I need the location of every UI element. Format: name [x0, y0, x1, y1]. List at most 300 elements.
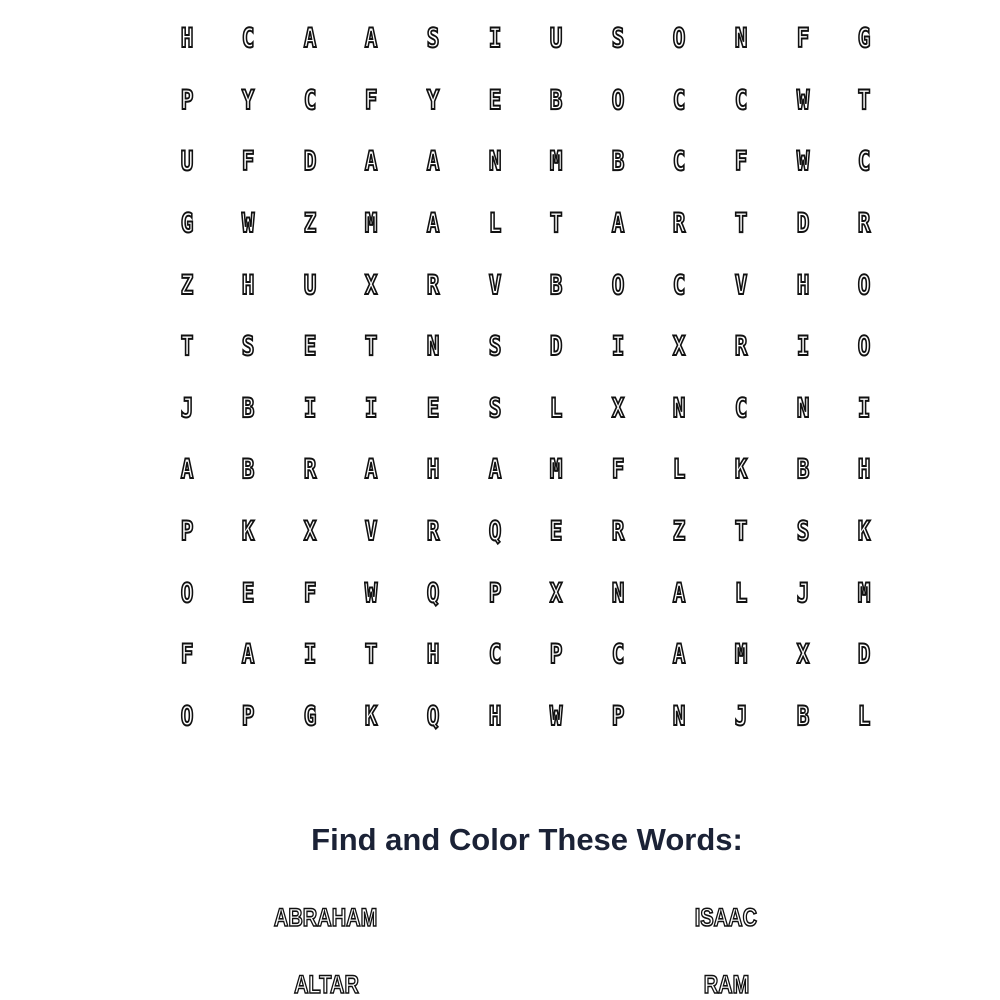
grid-cell[interactable] [649, 439, 711, 501]
grid-letter: B [796, 454, 810, 486]
grid-cell[interactable] [710, 378, 772, 440]
grid-letter: C [488, 639, 502, 671]
grid-cell[interactable] [587, 254, 649, 316]
grid-cell[interactable] [402, 501, 464, 563]
grid-cell[interactable] [710, 193, 772, 255]
grid-letter: T [365, 331, 378, 363]
grid-row [156, 8, 896, 70]
grid-cell[interactable] [464, 562, 526, 624]
grid-letter: X [365, 269, 378, 301]
grid-letter: N [426, 331, 440, 363]
grid-letter: T [734, 208, 748, 240]
grid-letter: T [857, 84, 871, 116]
grid-cell[interactable] [649, 316, 711, 378]
grid-cell[interactable] [649, 378, 711, 440]
grid-letter: C [242, 23, 255, 55]
grid-letter: M [857, 577, 871, 609]
grid-letter: W [796, 84, 810, 116]
grid-row [156, 193, 896, 255]
grid-letter: J [180, 392, 194, 424]
grid-letter: W [796, 146, 810, 178]
grid-letter: C [673, 146, 686, 178]
grid-cell[interactable] [402, 8, 464, 70]
grid-letter: I [365, 392, 378, 424]
grid-cell[interactable] [834, 254, 896, 316]
grid-letter: E [426, 392, 440, 424]
grid-letter: S [426, 23, 440, 55]
grid-letter: V [734, 269, 748, 301]
grid-letter: W [242, 208, 255, 240]
grid-cell[interactable] [464, 378, 526, 440]
grid-letter: T [734, 516, 748, 548]
grid-cell[interactable] [834, 686, 896, 748]
grid-letter: T [550, 208, 563, 240]
grid-letter: A [426, 208, 440, 240]
grid-cell[interactable] [710, 562, 772, 624]
grid-letter: E [488, 84, 502, 116]
grid-cell[interactable] [279, 70, 341, 132]
grid-cell[interactable] [156, 316, 218, 378]
grid-letter: F [242, 146, 255, 178]
grid-cell[interactable] [341, 562, 403, 624]
grid-letter: U [180, 146, 194, 178]
grid-cell[interactable] [464, 131, 526, 193]
grid-cell[interactable] [218, 624, 280, 686]
grid-letter: H [857, 454, 871, 486]
grid-cell[interactable] [402, 254, 464, 316]
grid-cell[interactable] [464, 254, 526, 316]
grid-letter: Z [673, 516, 686, 548]
grid-letter: O [180, 577, 194, 609]
grid-letter: X [673, 331, 686, 363]
grid-cell[interactable] [156, 8, 218, 70]
grid-letter: X [303, 516, 317, 548]
grid-cell[interactable] [587, 439, 649, 501]
grid-letter: O [611, 269, 625, 301]
grid-cell[interactable] [587, 70, 649, 132]
grid-letter: F [796, 23, 810, 55]
grid-row [156, 131, 896, 193]
grid-letter: H [796, 269, 810, 301]
grid-letter: I [611, 331, 625, 363]
grid-letter: G [857, 23, 871, 55]
grid-cell[interactable] [587, 193, 649, 255]
grid-cell[interactable] [834, 439, 896, 501]
grid-cell[interactable] [772, 193, 834, 255]
grid-letter: E [303, 331, 317, 363]
grid-cell[interactable] [279, 193, 341, 255]
grid-letter: P [180, 84, 194, 116]
grid-letter: A [488, 454, 502, 486]
grid-letter: F [180, 639, 194, 671]
grid-cell[interactable] [156, 70, 218, 132]
grid-cell[interactable] [218, 70, 280, 132]
grid-letter: O [673, 23, 686, 55]
grid-letter: R [611, 516, 625, 548]
grid-letter: Z [303, 208, 317, 240]
grid-cell[interactable] [772, 70, 834, 132]
grid-letter: S [488, 392, 502, 424]
grid-cell[interactable] [710, 8, 772, 70]
grid-cell[interactable] [341, 70, 403, 132]
grid-cell[interactable] [834, 70, 896, 132]
grid-letter: F [734, 146, 748, 178]
grid-letter: F [303, 577, 317, 609]
grid-cell[interactable] [526, 131, 588, 193]
grid-letter: X [611, 392, 625, 424]
grid-letter: M [550, 454, 563, 486]
grid-row [156, 254, 896, 316]
grid-cell[interactable] [772, 562, 834, 624]
grid-letter: R [303, 454, 317, 486]
grid-cell[interactable] [710, 686, 772, 748]
grid-cell[interactable] [341, 316, 403, 378]
grid-letter: C [673, 84, 686, 116]
grid-letter: D [857, 639, 871, 671]
grid-cell[interactable] [279, 624, 341, 686]
grid-letter: I [488, 23, 502, 55]
grid-cell[interactable] [526, 439, 588, 501]
grid-cell[interactable] [649, 70, 711, 132]
grid-cell[interactable] [526, 193, 588, 255]
grid-letter: Z [180, 269, 194, 301]
grid-cell[interactable] [772, 254, 834, 316]
grid-letter: L [550, 392, 563, 424]
grid-cell[interactable] [587, 316, 649, 378]
grid-letter: D [303, 146, 317, 178]
grid-cell[interactable] [464, 193, 526, 255]
grid-cell[interactable] [710, 501, 772, 563]
grid-cell[interactable] [772, 624, 834, 686]
grid-cell[interactable] [218, 562, 280, 624]
grid-letter: A [365, 146, 378, 178]
grid-letter: C [611, 639, 625, 671]
grid-letter: B [242, 392, 255, 424]
grid-letter: T [180, 331, 194, 363]
grid-cell[interactable] [464, 501, 526, 563]
grid-letter: X [550, 577, 563, 609]
word-ram: RAM [703, 971, 749, 999]
grid-cell[interactable] [834, 378, 896, 440]
grid-cell[interactable] [772, 316, 834, 378]
grid-cell[interactable] [710, 131, 772, 193]
grid-cell[interactable] [587, 686, 649, 748]
grid-letter: V [365, 516, 378, 548]
grid-letter: E [550, 516, 563, 548]
grid-letter: I [857, 392, 871, 424]
grid-cell[interactable] [341, 254, 403, 316]
grid-cell[interactable] [834, 501, 896, 563]
word-abraham: ABRAHAM [274, 904, 378, 932]
grid-cell[interactable] [279, 501, 341, 563]
grid-letter: Y [426, 84, 440, 116]
grid-letter: A [673, 639, 686, 671]
grid-cell[interactable] [587, 8, 649, 70]
grid-cell[interactable] [402, 378, 464, 440]
grid-cell[interactable] [341, 439, 403, 501]
grid-cell[interactable] [710, 254, 772, 316]
grid-letter: F [365, 84, 378, 116]
grid-cell[interactable] [526, 8, 588, 70]
grid-letter: I [303, 639, 317, 671]
grid-cell[interactable] [526, 316, 588, 378]
grid-cell[interactable] [218, 686, 280, 748]
grid-letter: A [242, 639, 255, 671]
grid-letter: U [550, 23, 563, 55]
grid-letter: B [242, 454, 255, 486]
grid-cell[interactable] [526, 501, 588, 563]
grid-letter: N [673, 392, 686, 424]
grid-cell[interactable] [156, 624, 218, 686]
grid-cell[interactable] [218, 439, 280, 501]
grid-cell[interactable] [156, 439, 218, 501]
grid-letter: N [611, 577, 625, 609]
grid-cell[interactable] [279, 8, 341, 70]
grid-letter: C [734, 84, 748, 116]
grid-cell[interactable] [341, 378, 403, 440]
grid-cell[interactable] [710, 624, 772, 686]
grid-letter: R [857, 208, 871, 240]
grid-cell[interactable] [218, 254, 280, 316]
grid-cell[interactable] [464, 686, 526, 748]
grid-letter: J [734, 700, 748, 732]
grid-letter: A [365, 454, 378, 486]
grid-letter: H [242, 269, 255, 301]
grid-letter: V [488, 269, 502, 301]
grid-cell[interactable] [341, 624, 403, 686]
grid-letter: L [488, 208, 502, 240]
grid-letter: Q [488, 516, 502, 548]
grid-cell[interactable] [710, 439, 772, 501]
grid-cell[interactable] [279, 439, 341, 501]
grid-letter: O [180, 700, 194, 732]
grid-letter: D [550, 331, 563, 363]
grid-cell[interactable] [402, 562, 464, 624]
grid-letter: M [734, 639, 748, 671]
grid-letter: H [426, 454, 440, 486]
grid-row [156, 562, 896, 624]
grid-cell[interactable] [464, 624, 526, 686]
grid-letter: U [303, 269, 317, 301]
grid-cell[interactable] [279, 131, 341, 193]
grid-cell[interactable] [402, 316, 464, 378]
grid-letter: C [673, 269, 686, 301]
grid-cell[interactable] [464, 8, 526, 70]
grid-letter: I [303, 392, 317, 424]
grid-cell[interactable] [526, 624, 588, 686]
grid-letter: M [365, 208, 378, 240]
grid-letter: R [426, 269, 440, 301]
grid-cell[interactable] [464, 316, 526, 378]
grid-cell[interactable] [218, 316, 280, 378]
grid-letter: B [550, 269, 563, 301]
grid-letter: W [365, 577, 378, 609]
grid-cell[interactable] [402, 686, 464, 748]
grid-letter: G [180, 208, 194, 240]
grid-letter: W [550, 700, 563, 732]
grid-cell[interactable] [218, 193, 280, 255]
grid-cell[interactable] [834, 624, 896, 686]
grid-cell[interactable] [156, 193, 218, 255]
grid-letter: N [734, 23, 748, 55]
grid-letter: M [550, 146, 563, 178]
grid-cell[interactable] [341, 501, 403, 563]
grid-cell[interactable] [649, 501, 711, 563]
grid-cell[interactable] [341, 8, 403, 70]
grid-cell[interactable] [834, 193, 896, 255]
grid-letter: C [734, 392, 748, 424]
grid-letter: O [857, 331, 871, 363]
grid-cell[interactable] [156, 686, 218, 748]
grid-cell[interactable] [218, 501, 280, 563]
grid-cell[interactable] [649, 254, 711, 316]
grid-letter: A [365, 23, 378, 55]
grid-cell[interactable] [402, 439, 464, 501]
grid-letter: H [426, 639, 440, 671]
grid-row [156, 624, 896, 686]
grid-letter: S [796, 516, 810, 548]
grid-letter: B [550, 84, 563, 116]
grid-cell[interactable] [526, 562, 588, 624]
grid-cell[interactable] [341, 686, 403, 748]
word-isaac: ISAAC [694, 904, 758, 932]
word-bank-title: Find and Color These Words: [311, 822, 743, 857]
grid-cell[interactable] [772, 378, 834, 440]
grid-cell[interactable] [279, 254, 341, 316]
grid-row [156, 316, 896, 378]
grid-letter: K [857, 516, 871, 548]
grid-letter: A [180, 454, 194, 486]
grid-cell[interactable] [772, 439, 834, 501]
grid-cell[interactable] [772, 131, 834, 193]
grid-cell[interactable] [834, 316, 896, 378]
grid-cell[interactable] [279, 378, 341, 440]
grid-cell[interactable] [710, 316, 772, 378]
grid-letter: A [611, 208, 625, 240]
grid-letter: T [365, 639, 378, 671]
grid-cell[interactable] [649, 8, 711, 70]
grid-letter: P [488, 577, 502, 609]
grid-cell[interactable] [834, 131, 896, 193]
grid-cell[interactable] [156, 501, 218, 563]
grid-cell[interactable] [526, 686, 588, 748]
grid-letter: Q [426, 700, 440, 732]
grid-cell[interactable] [218, 8, 280, 70]
grid-cell[interactable] [402, 624, 464, 686]
grid-cell[interactable] [834, 562, 896, 624]
grid-cell[interactable] [341, 131, 403, 193]
grid-cell[interactable] [156, 562, 218, 624]
grid-cell[interactable] [587, 131, 649, 193]
grid-row [156, 70, 896, 132]
grid-letter: B [611, 146, 625, 178]
grid-letter: G [303, 700, 317, 732]
grid-cell[interactable] [341, 193, 403, 255]
grid-cell[interactable] [649, 131, 711, 193]
grid-letter: Q [426, 577, 440, 609]
grid-cell[interactable] [649, 686, 711, 748]
grid-cell[interactable] [464, 70, 526, 132]
grid-cell[interactable] [279, 562, 341, 624]
grid-letter: K [734, 454, 748, 486]
grid-letter: F [611, 454, 625, 486]
grid-letter: S [611, 23, 625, 55]
grid-cell[interactable] [218, 378, 280, 440]
grid-letter: C [303, 84, 317, 116]
grid-cell[interactable] [526, 70, 588, 132]
grid-letter: A [426, 146, 440, 178]
grid-cell[interactable] [587, 562, 649, 624]
grid-cell[interactable] [402, 193, 464, 255]
grid-letter: X [796, 639, 810, 671]
grid-letter: O [857, 269, 871, 301]
grid-cell[interactable] [834, 8, 896, 70]
grid-cell[interactable] [279, 316, 341, 378]
grid-cell[interactable] [218, 131, 280, 193]
grid-letter: C [857, 146, 871, 178]
grid-cell[interactable] [710, 70, 772, 132]
grid-letter: L [734, 577, 748, 609]
grid-cell[interactable] [649, 624, 711, 686]
grid-cell[interactable] [526, 378, 588, 440]
grid-cell[interactable] [156, 254, 218, 316]
grid-letter: J [796, 577, 810, 609]
grid-row [156, 501, 896, 563]
grid-cell[interactable] [464, 439, 526, 501]
grid-letter: K [365, 700, 378, 732]
grid-letter: S [488, 331, 502, 363]
grid-cell[interactable] [587, 501, 649, 563]
grid-letter: I [796, 331, 810, 363]
grid-letter: A [303, 23, 317, 55]
grid-letter: P [180, 516, 194, 548]
grid-cell[interactable] [526, 254, 588, 316]
grid-letter: P [242, 700, 255, 732]
grid-letter: E [242, 577, 255, 609]
grid-cell[interactable] [279, 686, 341, 748]
grid-cell[interactable] [649, 562, 711, 624]
grid-cell[interactable] [156, 131, 218, 193]
grid-cell[interactable] [772, 8, 834, 70]
word-search-grid [156, 8, 896, 748]
grid-letter: A [673, 577, 686, 609]
grid-cell[interactable] [587, 378, 649, 440]
grid-letter: N [488, 146, 502, 178]
grid-cell[interactable] [156, 378, 218, 440]
grid-letter: L [673, 454, 686, 486]
grid-letter: N [796, 392, 810, 424]
grid-letter: P [550, 639, 563, 671]
grid-cell[interactable] [649, 193, 711, 255]
grid-cell[interactable] [402, 131, 464, 193]
grid-cell[interactable] [587, 624, 649, 686]
grid-letter: R [673, 208, 686, 240]
grid-letter: B [796, 700, 810, 732]
grid-row [156, 686, 896, 748]
grid-letter: N [673, 700, 686, 732]
grid-cell[interactable] [772, 501, 834, 563]
grid-letter: R [426, 516, 440, 548]
grid-letter: P [611, 700, 625, 732]
grid-row [156, 378, 896, 440]
grid-row [156, 439, 896, 501]
grid-letter: Y [242, 84, 255, 116]
grid-letter: O [611, 84, 625, 116]
grid-letter: S [242, 331, 255, 363]
grid-cell[interactable] [772, 686, 834, 748]
grid-cell[interactable] [402, 70, 464, 132]
grid-letter: L [857, 700, 871, 732]
